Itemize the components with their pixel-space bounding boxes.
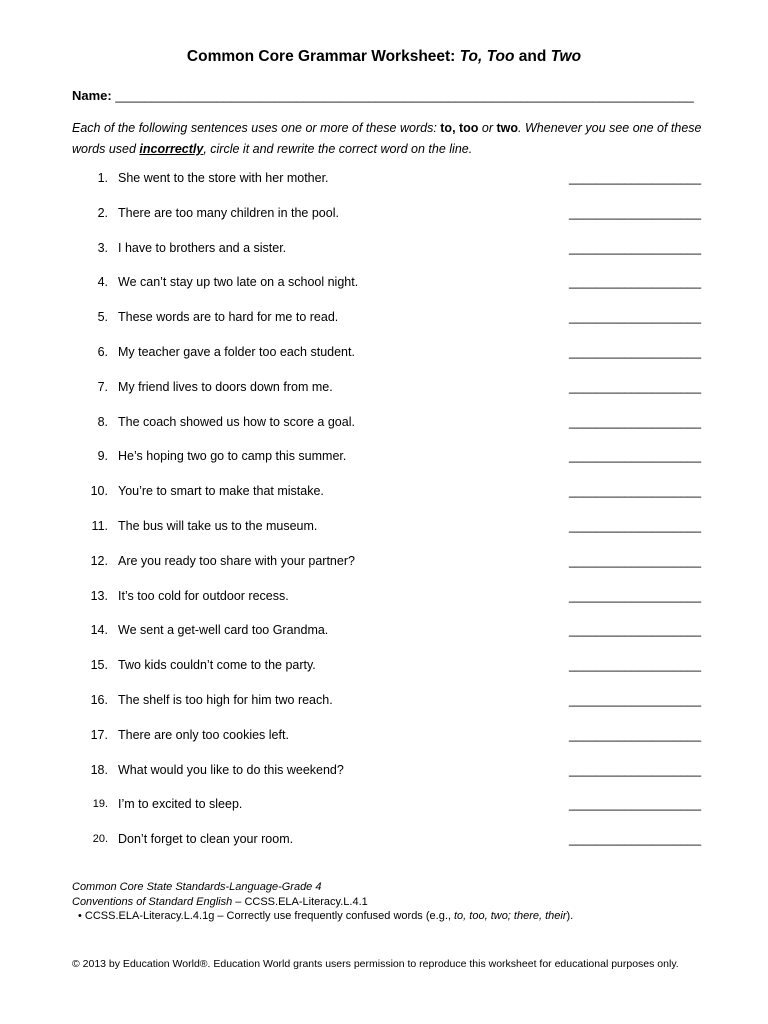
answer-line[interactable]: ___________________ (569, 797, 702, 812)
item-number: 10. (90, 484, 108, 499)
item-number: 9. (97, 449, 108, 464)
name-line: ________________________________________________________________________________ (115, 88, 694, 103)
item-number: 6. (97, 345, 108, 359)
sentence-item (0, 519, 768, 539)
item-sentence: I have to brothers and a sister. (118, 240, 287, 255)
item-number: 12. (90, 553, 108, 568)
instructions: Each of the following sentences uses one or more of these words: to, too or two. Whenever you see one of these words used incorrectly, circle it and rewrite the correct word on the line. (72, 121, 702, 156)
item-number: 1. (97, 171, 108, 185)
sentence-item (0, 241, 768, 261)
sentence-item (0, 728, 768, 748)
item-number: 15. (90, 658, 108, 673)
item-number: 8. (97, 414, 108, 429)
standards-footer: Common Core State Standards-Language-Grade 4 Conventions of Standard English – CCSS.ELA-Literacy.L.4.1 • CCSS.ELA-Literacy.L.4.1g – Correctly use frequently confused words (e.g., to, too, two; there, their). (72, 881, 574, 922)
sentence-item (0, 415, 768, 435)
sentence-item (0, 658, 768, 678)
item-sentence: These words are to hard for me to read. (118, 310, 339, 325)
item-sentence: There are too many children in the pool. (118, 205, 339, 220)
item-sentence: We can’t stay up two late on a school night. (118, 275, 359, 290)
item-sentence: Two kids couldn’t come to the party. (118, 658, 316, 673)
answer-line[interactable]: ___________________ (569, 693, 702, 707)
sentence-item (0, 484, 768, 504)
answer-line[interactable]: ___________________ (569, 658, 702, 673)
item-number: 14. (90, 623, 108, 638)
item-sentence: My teacher gave a folder too each student. (118, 345, 355, 359)
sentence-item (0, 623, 768, 643)
title-word-too: Too (486, 48, 515, 65)
conventions-label: Conventions of Standard English (72, 895, 233, 908)
item-number: 7. (97, 379, 108, 394)
item-sentence: What would you like to do this weekend? (118, 762, 344, 777)
item-number: 13. (90, 588, 108, 603)
answer-line[interactable]: ___________________ (569, 727, 702, 742)
sentence-item (0, 763, 768, 783)
worksheet-title: Common Core Grammar Worksheet: To, Too and Two (186, 48, 582, 65)
item-number: 4. (97, 275, 108, 290)
answer-line[interactable]: ___________________ (569, 171, 702, 185)
name-field (72, 88, 694, 103)
item-sentence: She went to the store with her mother. (118, 171, 329, 185)
item-number: 2. (97, 205, 108, 220)
item-number: 11. (91, 519, 108, 533)
item-sentence: I’m to excited to sleep. (118, 797, 243, 812)
item-number: 3. (97, 240, 108, 255)
copyright-notice: © 2013 by Education World®. Education World grants users permission to reproduce this worksheet for educational purposes only. (72, 958, 679, 970)
answer-line[interactable]: ___________________ (569, 240, 702, 255)
answer-line[interactable]: ___________________ (569, 379, 702, 394)
standard-name: Common Core State Standards-Language-Grade 4 (72, 881, 322, 893)
sentence-item (0, 797, 768, 817)
sentence-item (0, 275, 768, 295)
sentence-item (0, 345, 768, 365)
sentence-item (0, 206, 768, 226)
item-number: 20. (92, 833, 108, 846)
item-number: 17. (90, 727, 108, 742)
item-sentence: It’s too cold for outdoor recess. (118, 588, 289, 603)
item-number: 19. (92, 798, 108, 811)
sentence-item (0, 693, 768, 713)
answer-line[interactable]: ___________________ (569, 484, 702, 499)
answer-line[interactable]: ___________________ (569, 275, 702, 290)
title-word-to: To, (459, 48, 483, 65)
item-number: 18. (90, 762, 108, 777)
answer-line[interactable]: ___________________ (569, 345, 702, 359)
item-sentence: There are only too cookies left. (118, 727, 289, 742)
answer-line[interactable]: ___________________ (569, 588, 702, 603)
answer-line[interactable]: ___________________ (569, 414, 702, 429)
item-sentence: The coach showed us how to score a goal. (118, 414, 355, 429)
answer-line[interactable]: ___________________ (569, 623, 702, 638)
standard-bullet: • CCSS.ELA-Literacy.L.4.1g – Correctly use frequently confused words (e.g., to, too, two; there, their). (78, 910, 574, 922)
sentence-item (0, 171, 768, 191)
sentence-item (0, 310, 768, 330)
answer-line[interactable]: ___________________ (569, 519, 702, 533)
sentence-item (0, 449, 768, 469)
name-label: Name: (72, 88, 112, 103)
title-word-two: Two (550, 48, 582, 65)
answer-line[interactable]: ___________________ (569, 205, 702, 220)
answer-line[interactable]: ___________________ (569, 762, 702, 777)
sentence-item (0, 554, 768, 574)
item-number: 5. (97, 310, 108, 325)
answer-line[interactable]: ___________________ (569, 449, 702, 464)
incorrectly-emphasis: incorrectly (139, 142, 204, 156)
item-sentence: The shelf is too high for him two reach. (118, 693, 333, 707)
answer-line[interactable]: ___________________ (569, 310, 702, 325)
answer-line[interactable]: ___________________ (569, 553, 702, 568)
item-sentence: You’re to smart to make that mistake. (118, 484, 324, 499)
item-sentence: We sent a get-well card too Grandma. (118, 623, 329, 638)
item-sentence: He’s hoping two go to camp this summer. (118, 449, 347, 464)
item-sentence: Don’t forget to clean your room. (118, 832, 294, 847)
item-sentence: Are you ready too share with your partner? (118, 553, 355, 568)
item-sentence: My friend lives to doors down from me. (118, 379, 333, 394)
sentence-item (0, 380, 768, 400)
sentence-item (0, 589, 768, 609)
sentence-item (0, 832, 768, 852)
item-sentence: The bus will take us to the museum. (118, 519, 318, 533)
answer-line[interactable]: ___________________ (569, 832, 702, 847)
item-number: 16. (90, 693, 108, 707)
